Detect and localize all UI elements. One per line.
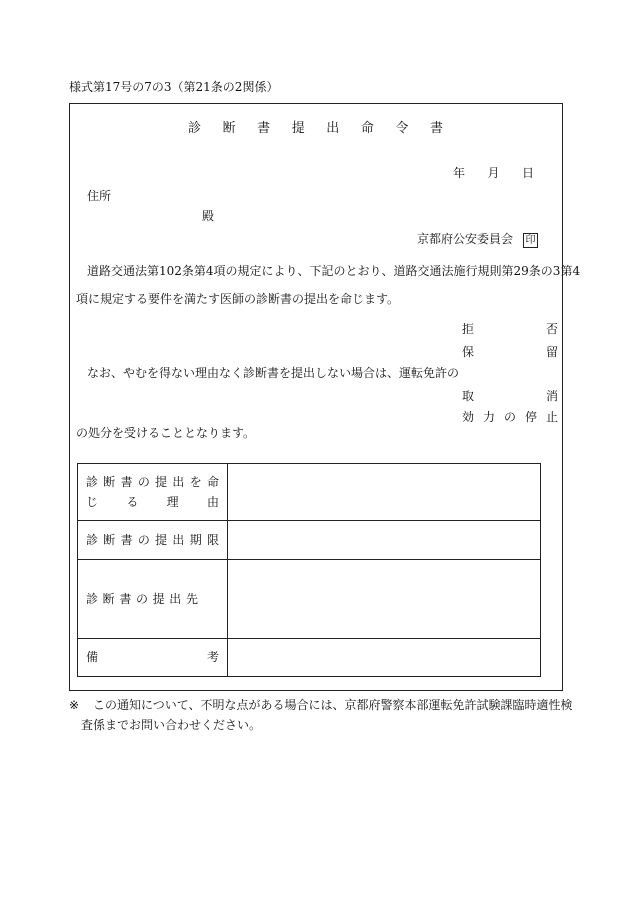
date-month: 月 [487, 166, 500, 180]
value-destination[interactable] [228, 560, 541, 639]
label-deadline [78, 521, 228, 560]
honorific: 殿 [202, 209, 215, 223]
table-row-remarks [78, 639, 541, 677]
form-number: 様式第17号の7の3（第21条の2関係） [69, 80, 279, 94]
label-reason [78, 464, 228, 521]
title-char: 出 [326, 121, 340, 136]
table-row-destination [78, 560, 541, 639]
seal-stamp: 印 [523, 233, 538, 248]
body-line-2: 項に規定する要件を満たす医師の診断書の提出を命じます。 [76, 292, 400, 306]
option-char: 拒 [462, 322, 475, 336]
label-line: 備 考 [86, 650, 219, 665]
value-remarks[interactable] [228, 639, 541, 677]
option-revocation [462, 389, 558, 403]
label-line: 診 断 書 の 提 出 を 命 [86, 474, 219, 489]
option-char: 保 [462, 345, 475, 359]
footnote-line-2: 査係までお問い合わせください。 [81, 718, 262, 732]
label-remarks [78, 639, 228, 677]
label-line: 診 断 書 の 提 出 先 [86, 591, 198, 606]
address-label: 住所 [87, 189, 112, 203]
value-reason[interactable] [228, 464, 541, 521]
option-effect-stop [462, 410, 558, 424]
notice-line-2: の処分を受けることとなります。 [76, 426, 256, 440]
title-char: 断 [222, 121, 236, 136]
title-char: 提 [291, 121, 305, 136]
title-char: 診 [188, 121, 202, 136]
title-char: 令 [395, 121, 409, 136]
option-char: 停 [524, 410, 537, 424]
label-line: 診 断 書 の 提 出 期 限 [86, 532, 219, 547]
option-char: 取 [462, 389, 475, 403]
option-char: 消 [545, 389, 558, 403]
table-row-deadline [78, 521, 541, 560]
notice-line-1: なお、やむを得ない理由なく診断書を提出しない場合は、運転免許の [87, 366, 460, 380]
date-year: 年 [453, 166, 466, 180]
title-char: 書 [429, 121, 443, 136]
info-table [77, 463, 541, 677]
option-char: 否 [545, 322, 558, 336]
issuer-line [417, 232, 538, 248]
option-char: の [503, 410, 516, 424]
table-row-reason [78, 464, 541, 521]
option-char: 効 [462, 410, 475, 424]
option-suspension-pending [462, 345, 558, 359]
title-char: 命 [360, 121, 374, 136]
footnote-mark: ※ [69, 698, 80, 712]
document-title [188, 121, 443, 137]
label-destination [78, 560, 228, 639]
label-line: じ る 理 由 [86, 495, 219, 509]
title-char: 書 [257, 121, 271, 136]
footnote-line-1: この通知について、不明な点がある場合には、京都府警察本部運転免許試験課臨時適性検 [93, 698, 573, 712]
issuer-name: 京都府公安委員会 [417, 232, 514, 246]
body-line-1: 道路交通法第102条第4項の規定により、下記のとおり、道路交通法施行規則第29条の3第4 [87, 264, 581, 278]
date-line [453, 166, 534, 180]
option-char: 止 [545, 410, 558, 424]
option-char: 留 [545, 345, 558, 359]
option-refusal [462, 322, 558, 336]
value-deadline[interactable] [228, 521, 541, 560]
option-char: 力 [482, 410, 495, 424]
date-day: 日 [521, 166, 534, 180]
